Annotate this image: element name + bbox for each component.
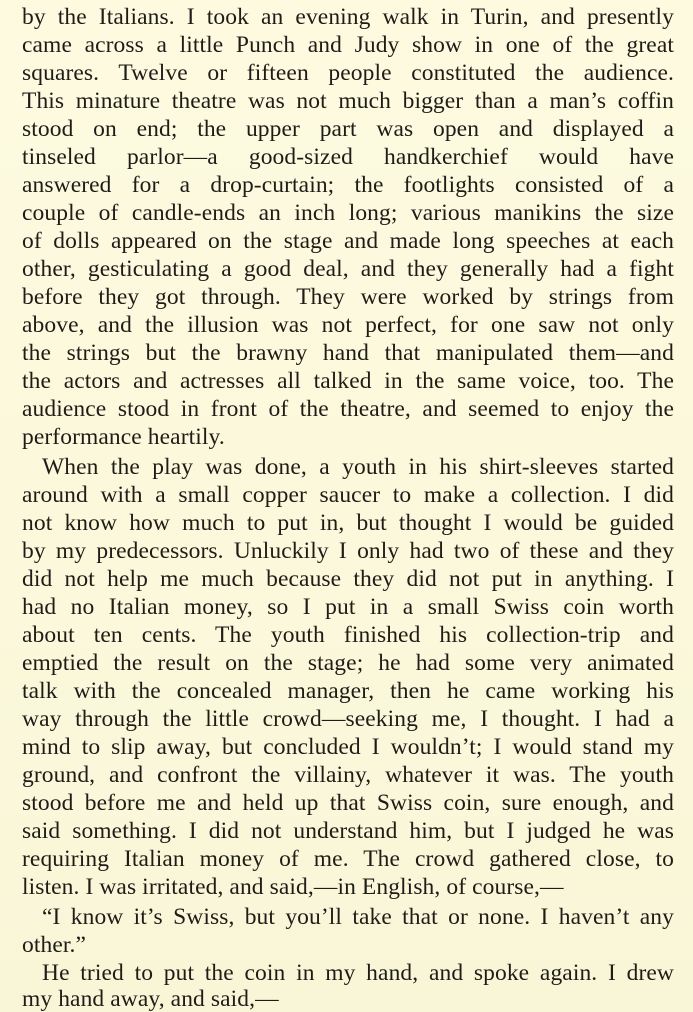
text-line: stood on end; the upper part was open and displayed a (22, 116, 674, 142)
text-line: by my predecessors. Unluckily I only had two of these and they (22, 538, 674, 564)
text-line: requiring Italian money of me. The crowd gathered close, to (22, 846, 674, 872)
text-line: about ten cents. The youth finished his collection-trip and (22, 622, 674, 648)
text-line: mind to slip away, but concluded I wouldn’t; I would stand my (22, 734, 674, 760)
text-line: talk with the concealed manager, then he came working his (22, 678, 674, 704)
text-line: emptied the result on the stage; he had some very animated (22, 650, 674, 676)
text-line: the strings but the brawny hand that manipulated them—and (22, 340, 674, 366)
text-line: ground, and confront the villainy, whatever it was. The youth (22, 762, 674, 788)
paragraph-first-line: When the play was done, a youth in his shirt-sleeves started (42, 454, 674, 480)
text-line: came across a little Punch and Judy show in one of the great (22, 32, 674, 58)
text-line: way through the little crowd—seeking me, I thought. I had a (22, 706, 674, 732)
text-line: audience stood in front of the theatre, and seemed to enjoy the (22, 396, 674, 422)
text-line: the actors and actresses all talked in the same voice, too. The (22, 368, 674, 394)
paragraph-last-line: other.” (22, 932, 86, 958)
text-line: not know how much to put in, but thought I would be guided (22, 510, 674, 536)
text-line: answered for a drop-curtain; the footlights consisted of a (22, 172, 674, 198)
paragraph-last-line: performance heartily. (22, 424, 225, 450)
text-line: other, gesticulating a good deal, and they generally had a fight (22, 256, 674, 282)
text-line: did not help me much because they did not put in anything. I (22, 566, 674, 592)
text-line: This minature theatre was not much bigger than a man’s coffin (22, 88, 674, 114)
text-line: around with a small copper saucer to make a collection. I did (22, 482, 674, 508)
text-line: couple of candle-ends an inch long; various manikins the size (22, 200, 674, 226)
paragraph-last-line: listen. I was irritated, and said,—in English, of course,— (22, 874, 564, 900)
text-line: squares. Twelve or fifteen people constituted the audience. (22, 60, 674, 86)
paragraph-first-line: “I know it’s Swiss, but you’ll take that or none. I haven’t any (42, 904, 674, 930)
text-line: above, and the illusion was not perfect, for one saw not only (22, 312, 674, 338)
text-line: tinseled parlor—a good-sized handkerchief would have (22, 144, 674, 170)
text-line: had no Italian money, so I put in a small Swiss coin worth (22, 594, 674, 620)
paragraph-first-line: He tried to put the coin in my hand, and spoke again. I drew (42, 960, 674, 986)
paragraph-last-line: my hand away, and said,— (22, 986, 279, 1012)
text-line: by the Italians. I took an evening walk in Turin, and presently (22, 4, 674, 30)
text-line: said something. I did not understand him, but I judged he was (22, 818, 674, 844)
text-line: stood before me and held up that Swiss coin, sure enough, and (22, 790, 674, 816)
text-line: before they got through. They were worked by strings from (22, 284, 674, 310)
text-line: of dolls appeared on the stage and made long speeches at each (22, 228, 674, 254)
